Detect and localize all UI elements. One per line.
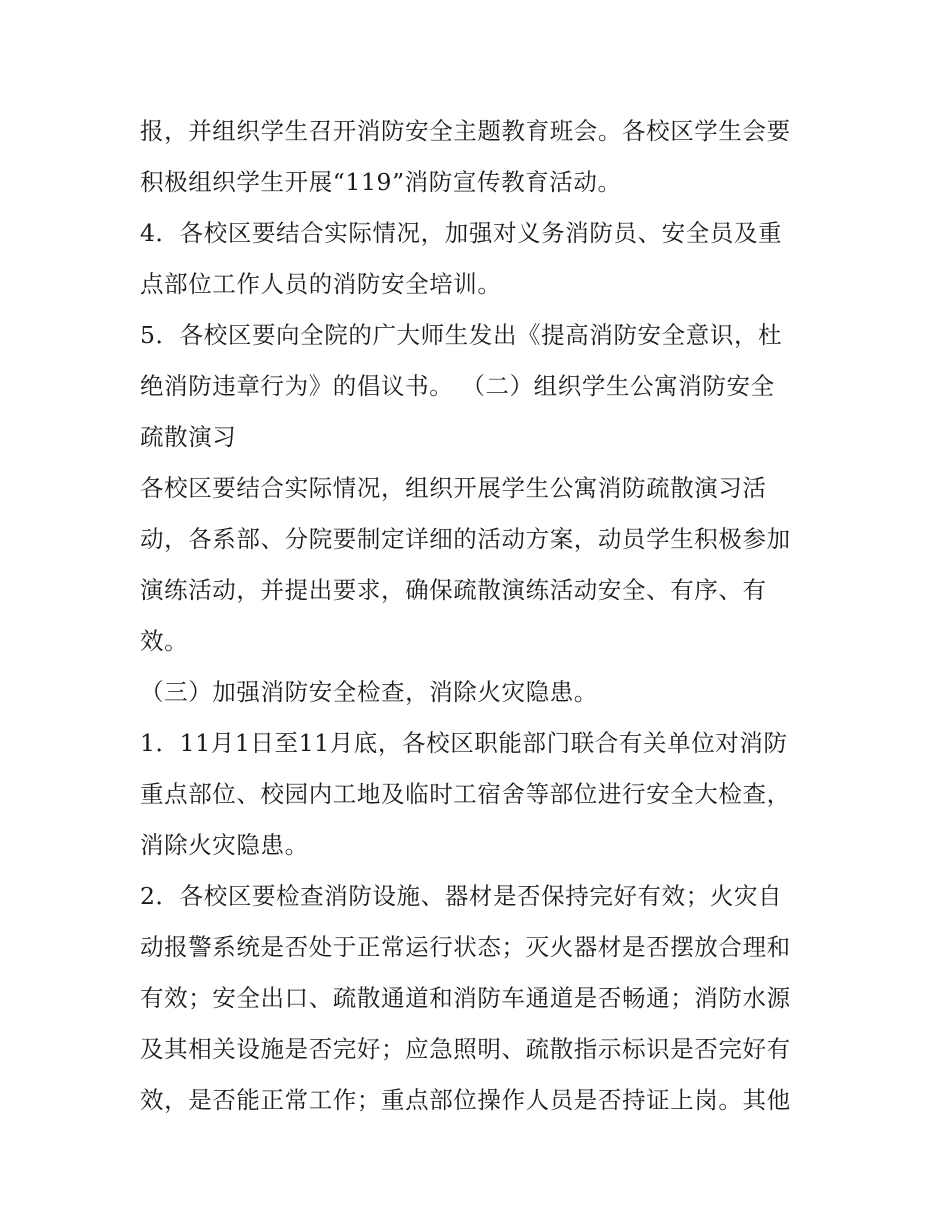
text-line: 效，是否能正常工作；重点部位操作人员是否持证上岗。其他 — [140, 1086, 791, 1114]
text-line: 及其相关设施是否完好；应急照明、疏散指示标识是否完好有 — [140, 1035, 791, 1063]
text-line: 有效；安全出口、疏散通道和消防车通道是否畅通；消防水源 — [140, 984, 791, 1012]
text-line: 点部位工作人员的消防安全培训。 — [140, 270, 502, 298]
text-line: 2．各校区要检查消防设施、器材是否保持完好有效；火灾自 — [140, 882, 783, 910]
document-body — [140, 106, 820, 1126]
section-heading: （三）加强消防安全检查，消除火灾隐患。 — [140, 678, 598, 706]
text-line: 各校区要结合实际情况，组织开展学生公寓消防疏散演习活 — [140, 474, 767, 502]
text-line: 演练活动，并提出要求，确保疏散演练活动安全、有序、有 — [140, 576, 767, 604]
text-line: 积极组织学生开展“119”消防宣传教育活动。 — [140, 168, 622, 196]
text-line: 疏散演习 — [140, 423, 237, 451]
text-line: 5．各校区要向全院的广大师生发出《提高消防安全意识，杜 — [140, 321, 783, 349]
text-line: 重点部位、校园内工地及临时工宿舍等部位进行安全大检查， — [140, 780, 791, 808]
text-line: 报，并组织学生召开消防安全主题教育班会。各校区学生会要 — [140, 117, 791, 145]
text-line: 4．各校区要结合实际情况，加强对义务消防员、安全员及重 — [140, 219, 783, 247]
text-line: 1．11月1日至11月底，各校区职能部门联合有关单位对消防 — [140, 729, 788, 757]
text-line: 绝消防违章行为》的倡议书。 （二）组织学生公寓消防安全 — [140, 372, 775, 400]
text-line: 动，各系部、分院要制定详细的活动方案，动员学生积极参加 — [140, 525, 791, 553]
text-line: 消除火灾隐患。 — [140, 831, 309, 859]
text-line: 效。 — [140, 627, 189, 655]
text-line: 动报警系统是否处于正常运行状态；灭火器材是否摆放合理和 — [140, 933, 791, 961]
